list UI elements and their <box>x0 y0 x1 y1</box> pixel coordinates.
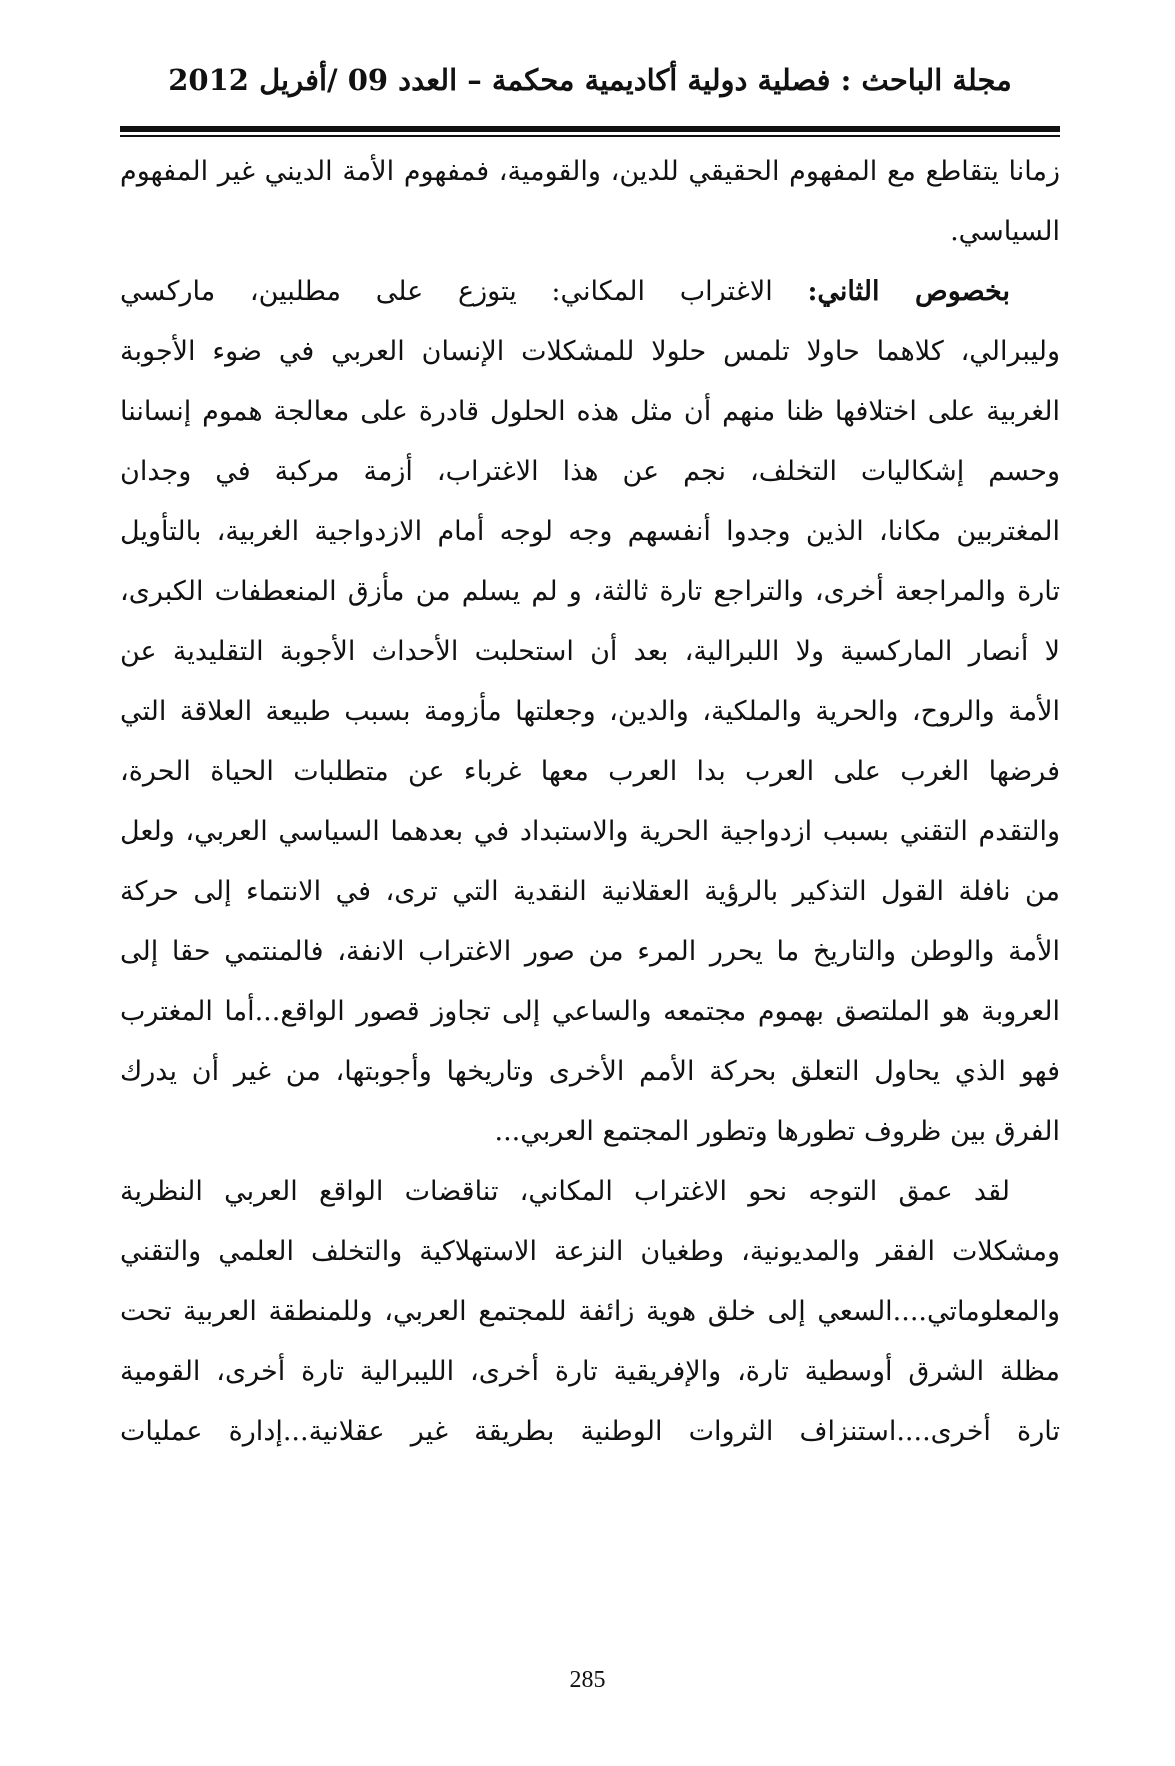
text-line: المغتربين مكانا، الذين وجدوا أنفسهم وجه لوجه أمام الازدواجية الغربية، بالتأويل <box>120 516 1060 547</box>
text-line: فرضها الغرب على العرب بدا العرب معها غرباء عن متطلبات الحياة الحرة، <box>120 756 1060 787</box>
header-rule-thin <box>120 135 1060 137</box>
text-line: ومشكلات الفقر والمديونية، وطغيان النزعة الاستهلاكية والتخلف العلمي والتقني <box>120 1236 1060 1267</box>
text-line-with-lead <box>120 262 1060 322</box>
page-number: 285 <box>569 1667 606 1693</box>
text-span: الاغتراب المكاني: يتوزع على مطلبين، ماركسي <box>120 276 808 307</box>
text-line: الفرق بين ظروف تطورها وتطور المجتمع العربي... <box>494 1116 1060 1147</box>
text-line: لقد عمق التوجه نحو الاغتراب المكاني، تناقضات الواقع العربي النظرية <box>120 1176 1010 1207</box>
text-line: الغربية على اختلافها ظنا منهم أن مثل هذه الحلول قادرة على معالجة هموم إنساننا <box>120 396 1060 427</box>
text-line: لا أنصار الماركسية ولا اللبرالية، بعد أن استحلبت الأحداث الأجوبة التقليدية عن <box>120 636 1060 667</box>
text-line: تارة أخرى....استنزاف الثروات الوطنية بطريقة غير عقلانية...إدارة عمليات <box>120 1416 1060 1447</box>
text-line: العروبة هو الملتصق بهموم مجتمعه والساعي إلى تجاوز قصور الواقع...أما المغترب <box>120 996 1060 1027</box>
text-line: وليبرالي، كلاهما حاولا تلمس حلولا للمشكلات الإنسان العربي في ضوء الأجوبة <box>120 336 1060 367</box>
text-line: والتقدم التقني بسبب ازدواجية الحرية والاستبداد في بعدهما السياسي العربي، ولعل <box>120 816 1060 847</box>
text-line: الأمة والروح، والحرية والملكية، والدين، وجعلتها مأزومة بسبب طبيعة العلاقة التي <box>120 696 1060 727</box>
text-line: تارة والمراجعة أخرى، والتراجع تارة ثالثة، و لم يسلم من مأزق المنعطفات الكبرى، <box>120 576 1060 607</box>
text-line: زمانا يتقاطع مع المفهوم الحقيقي للدين، والقومية، فمفهوم الأمة الديني غير المفهوم <box>120 156 1060 187</box>
text-line: من نافلة القول التذكير بالرؤية العقلانية النقدية التي ترى، في الانتماء إلى حركة <box>120 876 1060 907</box>
text-line: مظلة الشرق أوسطية تارة، والإفريقية تارة أخرى، الليبرالية تارة أخرى، القومية <box>120 1356 1060 1387</box>
header-rule-thick <box>120 126 1060 132</box>
text-line: وحسم إشكاليات التخلف، نجم عن هذا الاغتراب، أزمة مركبة في وجدان <box>120 456 1060 487</box>
text-line: فهو الذي يحاول التعلق بحركة الأمم الأخرى وتاريخها وأجوبتها، من غير أن يدرك <box>120 1056 1060 1087</box>
section-lead: بخصوص الثاني: <box>807 276 1011 307</box>
journal-header: مجلة الباحث : فصلية دولية أكاديمية محكمة – العدد 09 /أفريل 2012 <box>168 63 1012 97</box>
text-line: والمعلوماتي....السعي إلى خلق هوية زائفة للمجتمع العربي، وللمنطقة العربية تحت <box>120 1296 1060 1327</box>
text-line: السياسي. <box>950 216 1060 247</box>
text-line: الأمة والوطن والتاريخ ما يحرر المرء من صور الاغتراب الانفة، فالمنتمي حقا إلى <box>120 936 1060 967</box>
